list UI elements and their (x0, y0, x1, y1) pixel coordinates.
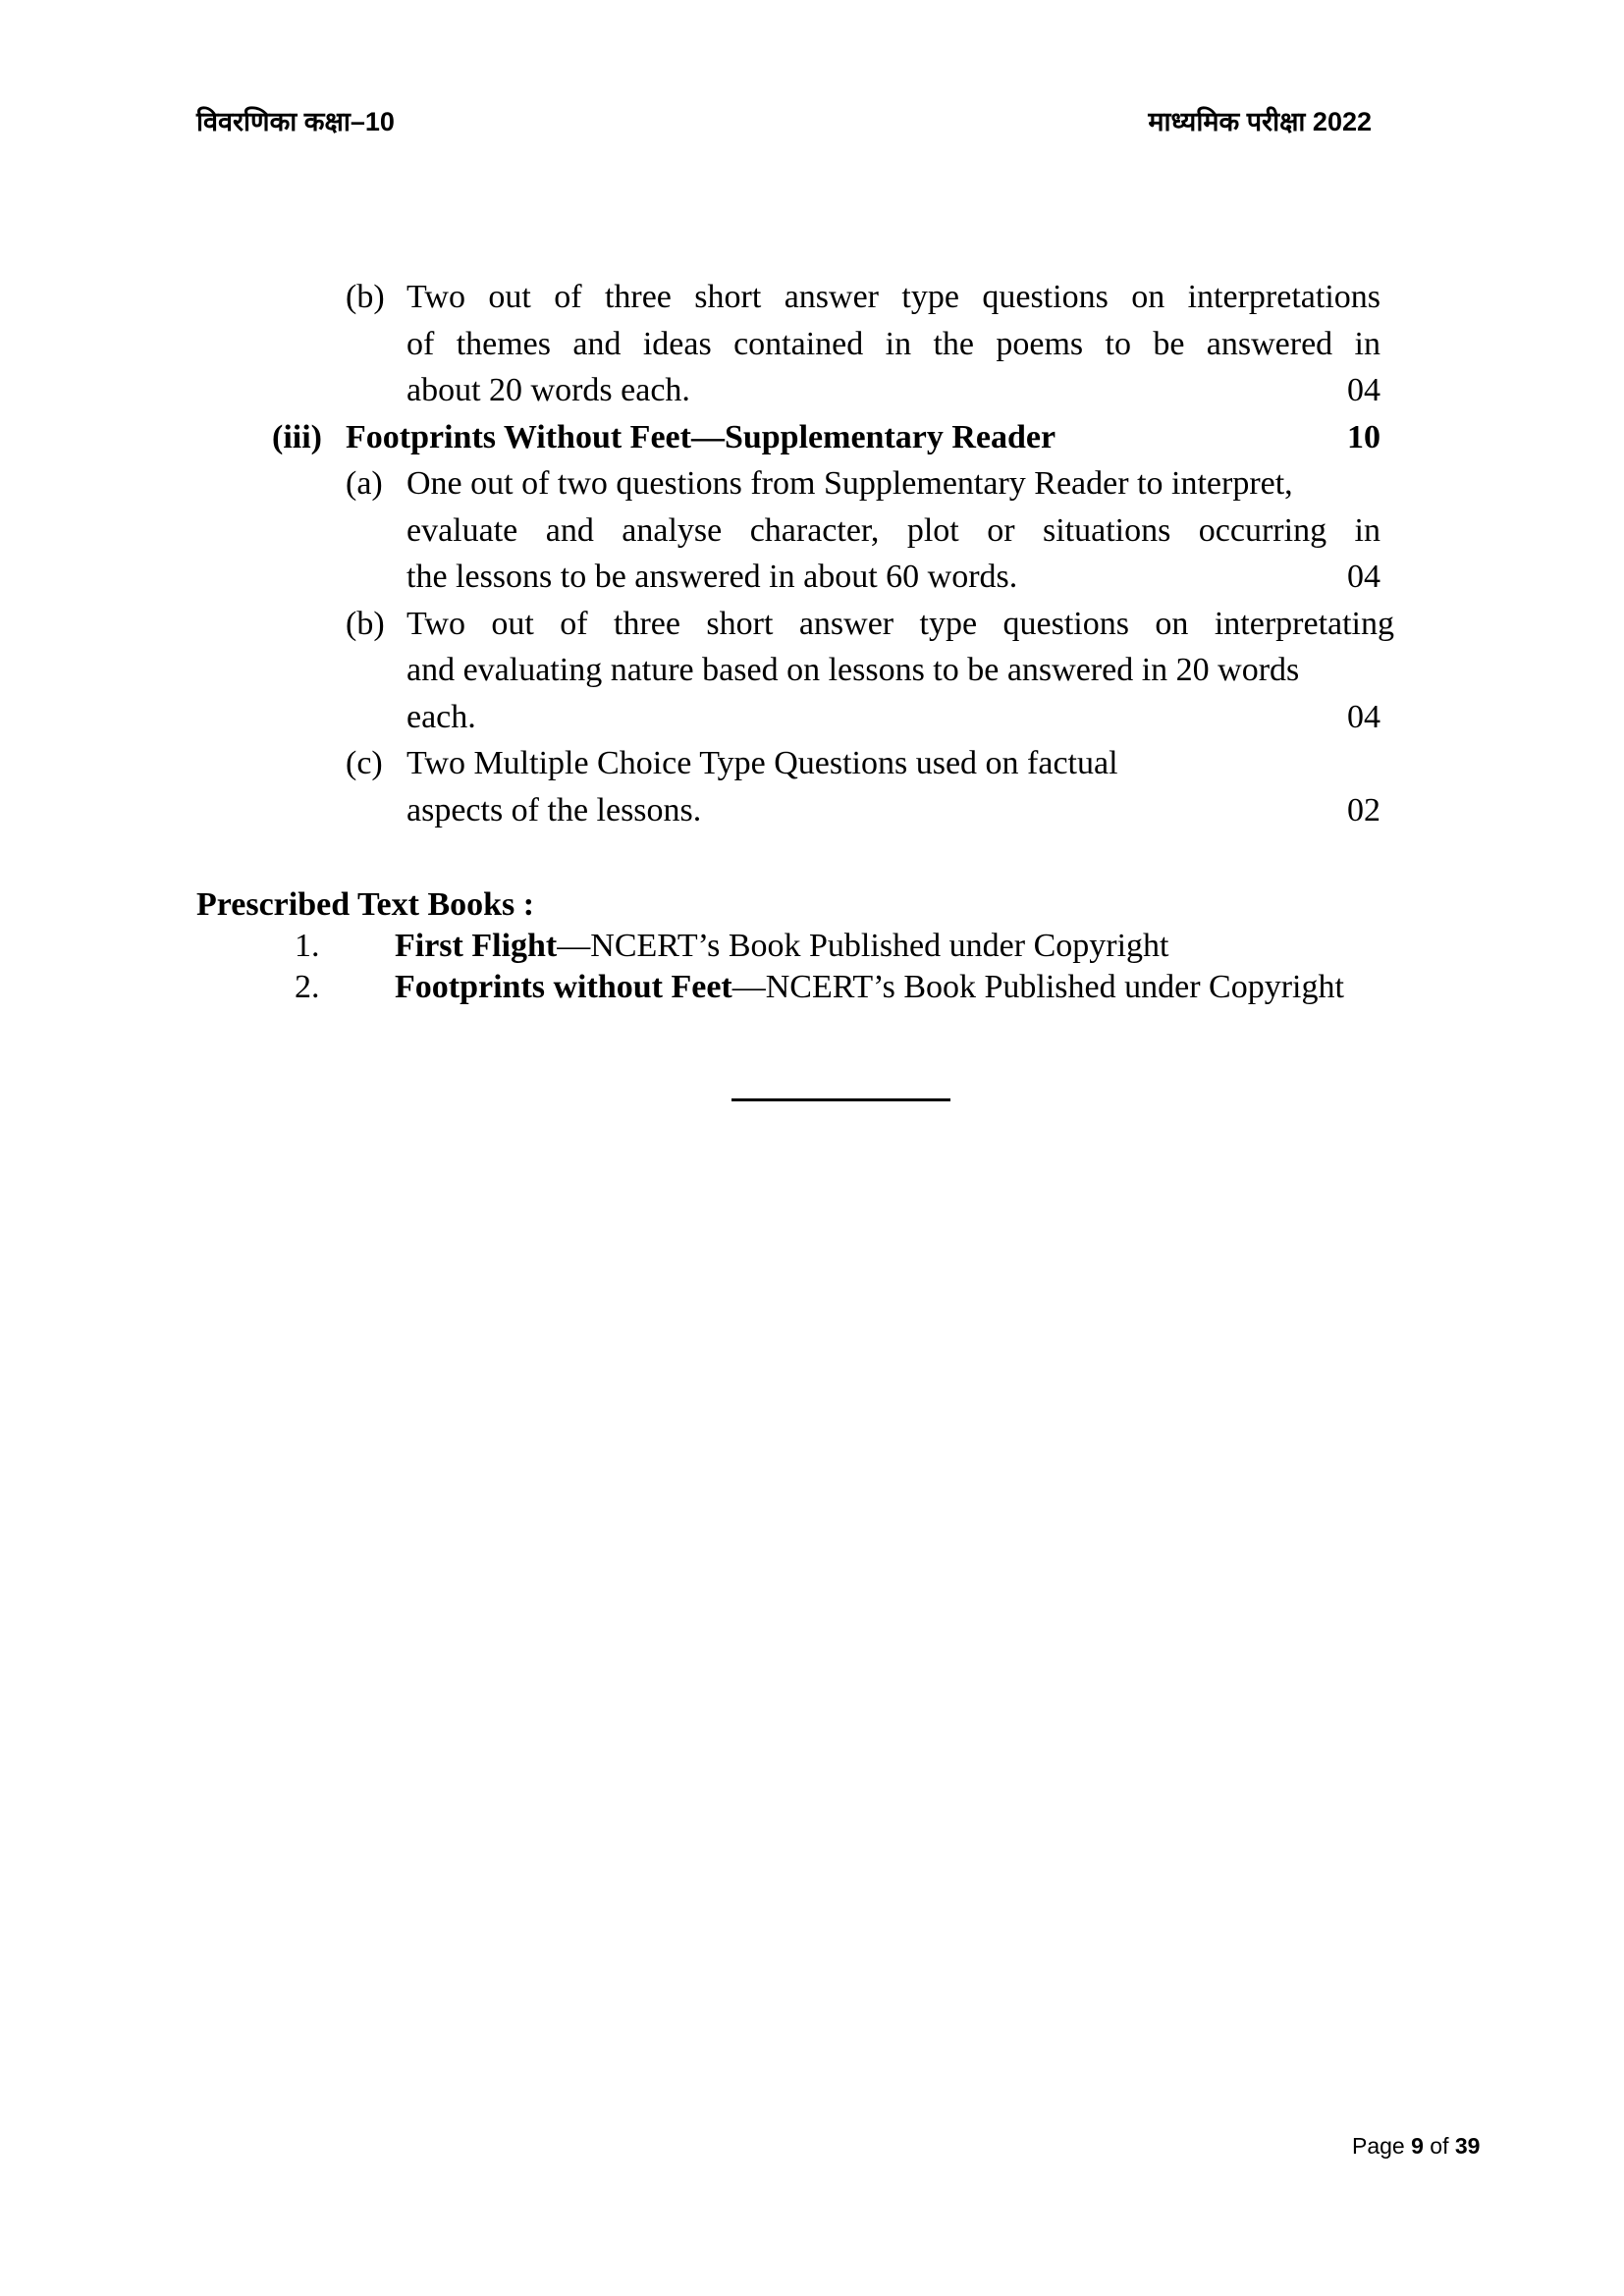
item-label: (a) (346, 465, 383, 502)
item-text-line: about 20 words each. (406, 372, 690, 408)
item-text-line: and evaluating nature based on lessons to be answered in 20 words (406, 652, 1300, 688)
book-title: Footprints without Feet (395, 969, 732, 1005)
item-text-line: each. (406, 699, 476, 735)
item-text-line: Two out of three short answer type questions on interpretating (406, 606, 1394, 642)
item-label: (b) (346, 606, 385, 642)
book-entry (395, 927, 1168, 966)
item-text-line: Two out of three short answer type questions on interpretations (406, 279, 1380, 315)
prescribed-heading: Prescribed Text Books : (196, 886, 535, 923)
item-marks: 04 (1347, 372, 1380, 408)
book-entry (395, 968, 1344, 1007)
section-title: Footprints Without Feet—Supplementary Reader (346, 419, 1056, 455)
page-current: 9 (1411, 2133, 1424, 2159)
item-text-line: the lessons to be answered in about 60 words. (406, 559, 1018, 595)
item-label: (c) (346, 745, 383, 781)
section-separator (731, 1098, 950, 1101)
item-text-line: of themes and ideas contained in the poems to be answered in (406, 326, 1380, 362)
item-marks: 02 (1347, 792, 1380, 828)
header-left-title: विवरणिका कक्षा–10 (196, 107, 395, 136)
item-marks: 04 (1347, 699, 1380, 735)
item-label: (b) (346, 279, 385, 315)
book-title: First Flight (395, 928, 558, 964)
header-right-title: माध्यमिक परीक्षा 2022 (1148, 107, 1372, 136)
book-description: —NCERT’s Book Published under Copyright (731, 969, 1344, 1005)
section-label: (iii) (272, 419, 322, 455)
page-total: 39 (1454, 2133, 1481, 2159)
page-prefix: Page (1352, 2133, 1412, 2159)
book-number: 1. (295, 928, 320, 964)
book-number: 2. (295, 969, 320, 1005)
page-of: of (1423, 2133, 1455, 2159)
item-text-line: One out of two questions from Supplementary Reader to interpret, (406, 465, 1293, 502)
item-text-line: aspects of the lessons. (406, 792, 702, 828)
item-text-line: Two Multiple Choice Type Questions used on factual (406, 745, 1118, 781)
page-number (1352, 2133, 1480, 2160)
item-text-line: evaluate and analyse character, plot or situations occurring in (406, 512, 1380, 549)
section-marks: 10 (1347, 419, 1380, 455)
book-description: —NCERT’s Book Published under Copyright (557, 928, 1169, 964)
item-marks: 04 (1347, 559, 1380, 595)
